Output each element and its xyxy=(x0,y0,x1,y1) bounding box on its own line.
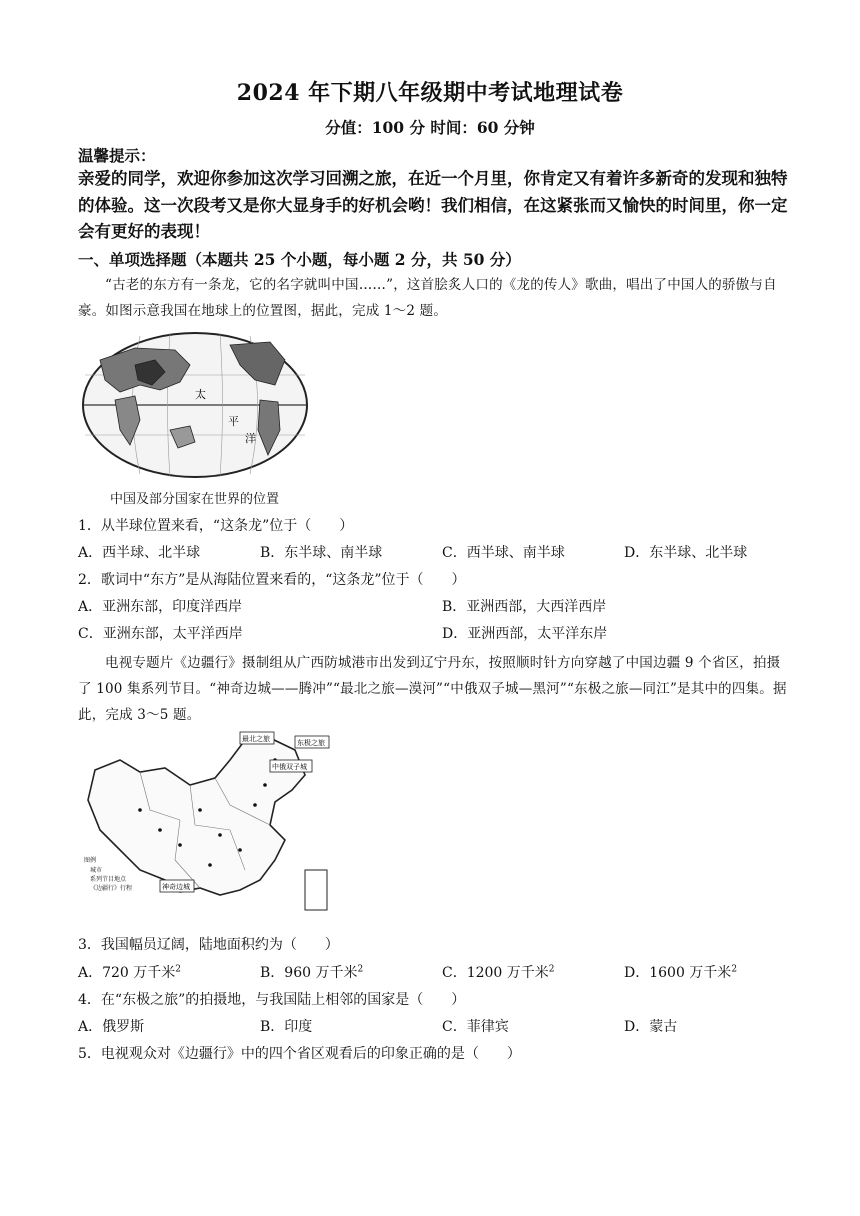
question-5-stem: 5．电视观众对《边疆行》中的四个省区观看后的印象正确的是（ ） xyxy=(78,1046,521,1062)
map-label-tai: 太 xyxy=(195,388,206,401)
q1-option-c[interactable]: C．西半球、南半球 xyxy=(442,545,565,561)
china-map-figure xyxy=(80,730,340,926)
q2-option-d[interactable]: D．亚洲西部，太平洋东岸 xyxy=(442,626,608,642)
section-heading: 一、单项选择题（本题共 25 个小题，每小题 2 分，共 50 分） xyxy=(78,250,521,269)
q3-option-d[interactable]: D．1600 万千米$^2$ xyxy=(624,964,738,981)
q1-option-b[interactable]: B．东半球、南半球 xyxy=(260,545,383,561)
q4-option-d[interactable]: D．蒙古 xyxy=(624,1019,678,1035)
map-label-yang: 洋 xyxy=(245,432,256,445)
q2-option-a[interactable]: A．亚洲东部，印度洋西岸 xyxy=(78,599,243,615)
tip-label: 温馨提示： xyxy=(78,146,156,165)
exam-subtitle: 分值：100 分 时间：60 分钟 xyxy=(325,118,535,137)
q4-option-b[interactable]: B．印度 xyxy=(260,1019,313,1035)
question-4-stem: 4．在“东极之旅”的拍摄地，与我国陆上相邻的国家是（ ） xyxy=(78,992,466,1008)
legend-spot: 系列节目地点 xyxy=(90,876,127,883)
legend-city: 城市 xyxy=(90,867,103,874)
map-caption: 中国及部分国家在世界的位置 xyxy=(110,492,280,507)
exam-title: 2024 年下期八年级期中考试地理试卷 xyxy=(236,80,624,106)
label-twin: 中俄双子城 xyxy=(272,763,307,771)
legend-title: 图例 xyxy=(84,857,97,864)
label-border-city: 神奇边城 xyxy=(162,883,190,891)
world-map-figure xyxy=(80,330,310,480)
q4-option-c[interactable]: C．菲律宾 xyxy=(442,1019,509,1035)
q4-option-a[interactable]: A．俄罗斯 xyxy=(78,1019,145,1035)
tip-body: 亲爱的同学，欢迎你参加这次学习回溯之旅，在近一个月里，你肯定又有着许多新奇的发现和独特的体验。这一次段考又是你大显身手的好机会哟！我们相信，在这紧张而又愉快的时间里，你一定会有更好的表现！ xyxy=(78,169,788,241)
q3-option-b[interactable]: B．960 万千米$^2$ xyxy=(260,964,364,981)
q1-option-a[interactable]: A．西半球、北半球 xyxy=(78,545,201,561)
q3-option-c[interactable]: C．1200 万千米$^2$ xyxy=(442,964,555,981)
material-1-text: “古老的东方有一条龙，它的名字就叫中国……”，这首脍炙人口的《龙的传人》歌曲，唱出了中国人的骄傲与自豪。如图示意我国在地球上的位置图，据此，完成 1～2 题。 xyxy=(78,277,777,319)
q2-option-b[interactable]: B．亚洲西部，大西洋西岸 xyxy=(442,599,607,615)
q2-option-c[interactable]: C．亚洲东部，太平洋西岸 xyxy=(78,626,243,642)
q1-option-d[interactable]: D．东半球、北半球 xyxy=(624,545,748,561)
map-label-ping: 平 xyxy=(228,415,239,428)
question-1-stem: 1．从半球位置来看，“这条龙”位于（ ） xyxy=(78,518,354,534)
legend-route: 《边疆行》行程 xyxy=(90,885,133,892)
question-2-stem: 2．歌词中“东方”是从海陆位置来看的，“这条龙”位于（ ） xyxy=(78,572,466,588)
question-3-stem: 3．我国幅员辽阔，陆地面积约为（ ） xyxy=(78,937,339,953)
label-east: 东极之旅 xyxy=(297,739,325,747)
q3-option-a[interactable]: A．720 万千米$^2$ xyxy=(78,964,182,981)
label-north: 最北之旅 xyxy=(242,735,270,743)
material-2-text: 电视专题片《边疆行》摄制组从广西防城港市出发到辽宁丹东，按照顺时针方向穿越了中国边疆 9 个省区，拍摄了 100 集系列节目。“神奇边城——腾冲”“最北之旅—漠河”“中俄双子城—黑河”“东极之旅—同江”是其中的四集。据此，完成 3～5 题。 xyxy=(78,655,787,723)
